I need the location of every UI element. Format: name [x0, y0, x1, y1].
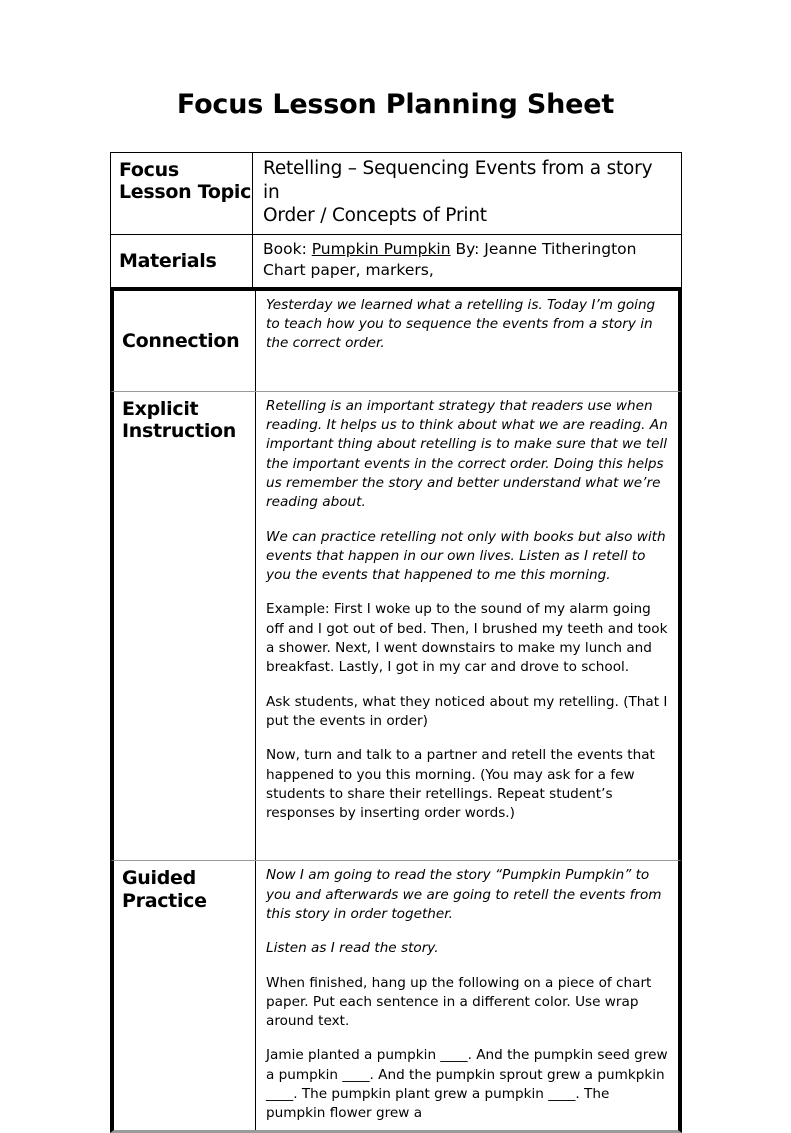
explicit-paragraph-4: Ask students, what they noticed about my retelling. (That I put the events in order) — [266, 693, 668, 729]
page-title: Focus Lesson Planning Sheet — [176, 89, 615, 120]
row-label-explicit-instruction: Explicit Instruction — [114, 392, 256, 861]
table-row-materials — [110, 234, 682, 287]
table-row-guided-practice — [110, 860, 682, 1132]
row-content-focus-lesson-topic — [253, 153, 681, 234]
lesson-plan-table — [110, 152, 682, 1133]
row-label-materials: Materials — [111, 235, 253, 287]
guided-paragraph-4: Jamie planted a pumpkin ____. And the pumpkin seed grew a pumpkin ____. And the pumpkin sprout grew a pumkpkin ____. The pumpkin plant grew a pumpkin ____. The pumpkin flower grew a — [266, 1047, 668, 1122]
explicit-paragraph-1: Retelling is an important strategy that readers use when reading. It helps us to think about what we are reading. An important thing about retelling is to make sure that we tell the important events in the correct order. Doing this helps us remember the story and better understand what we’re reading about. — [266, 397, 668, 511]
book-author: By: Jeanne Titherington — [450, 240, 637, 259]
book-prefix-label: Book: — [263, 240, 312, 259]
table-row-connection — [110, 287, 682, 391]
cell-tail-spacer — [266, 369, 668, 385]
row-content-connection — [256, 291, 678, 391]
topic-line-1: Retelling – Sequencing Events from a story in — [263, 158, 653, 203]
guided-paragraph-2: Listen as I read the story. — [266, 940, 439, 957]
explicit-paragraph-2: We can practice retelling not only with books but also with events that happen in our own lives. Listen as I retell to you the events that happened to me this morning. — [266, 528, 666, 584]
book-title: Pumpkin Pumpkin — [311, 240, 451, 259]
materials-book-line — [263, 239, 671, 260]
table-row-focus-lesson-topic — [110, 152, 682, 234]
connection-paragraph-1: Yesterday we learned what a retelling is. Today I’m going to teach how you to sequence the events from a story in the correct order. — [266, 296, 656, 352]
row-content-guided-practice — [256, 861, 678, 1129]
row-label-guided-practice: Guided Practice — [114, 861, 256, 1129]
table-row-explicit-instruction — [110, 391, 682, 861]
cell-tail-spacer — [266, 838, 668, 854]
topic-line-2: Order / Concepts of Print — [263, 205, 487, 227]
materials-supplies-line: Chart paper, markers, — [263, 260, 434, 279]
guided-paragraph-3: When finished, hang up the following on a piece of chart paper. Put each sentence in a different color. Use wrap around text. — [266, 974, 652, 1030]
guided-paragraph-1: Now I am going to read the story “Pumpkin Pumpkin” to you and afterwards we are going to retell the events from this story in order together. — [266, 867, 662, 922]
row-content-explicit-instruction — [256, 392, 678, 861]
row-label-focus-lesson-topic: Focus Lesson Topic — [111, 153, 253, 234]
explicit-paragraph-5: Now, turn and talk to a partner and retell the events that happened to you this morning. (You may ask for a few students to share their retellings. Repeat student’s responses by inserting order words.) — [266, 747, 655, 822]
row-content-materials — [253, 235, 681, 287]
explicit-paragraph-3: Example: First I woke up to the sound of my alarm going off and I got out of bed. Then, I brushed my teeth and took a shower. Next, I went downstairs to make my lunch and breakfast. Lastly, I got in my car and drove to school. — [266, 601, 668, 676]
row-label-connection: Connection — [114, 291, 256, 391]
